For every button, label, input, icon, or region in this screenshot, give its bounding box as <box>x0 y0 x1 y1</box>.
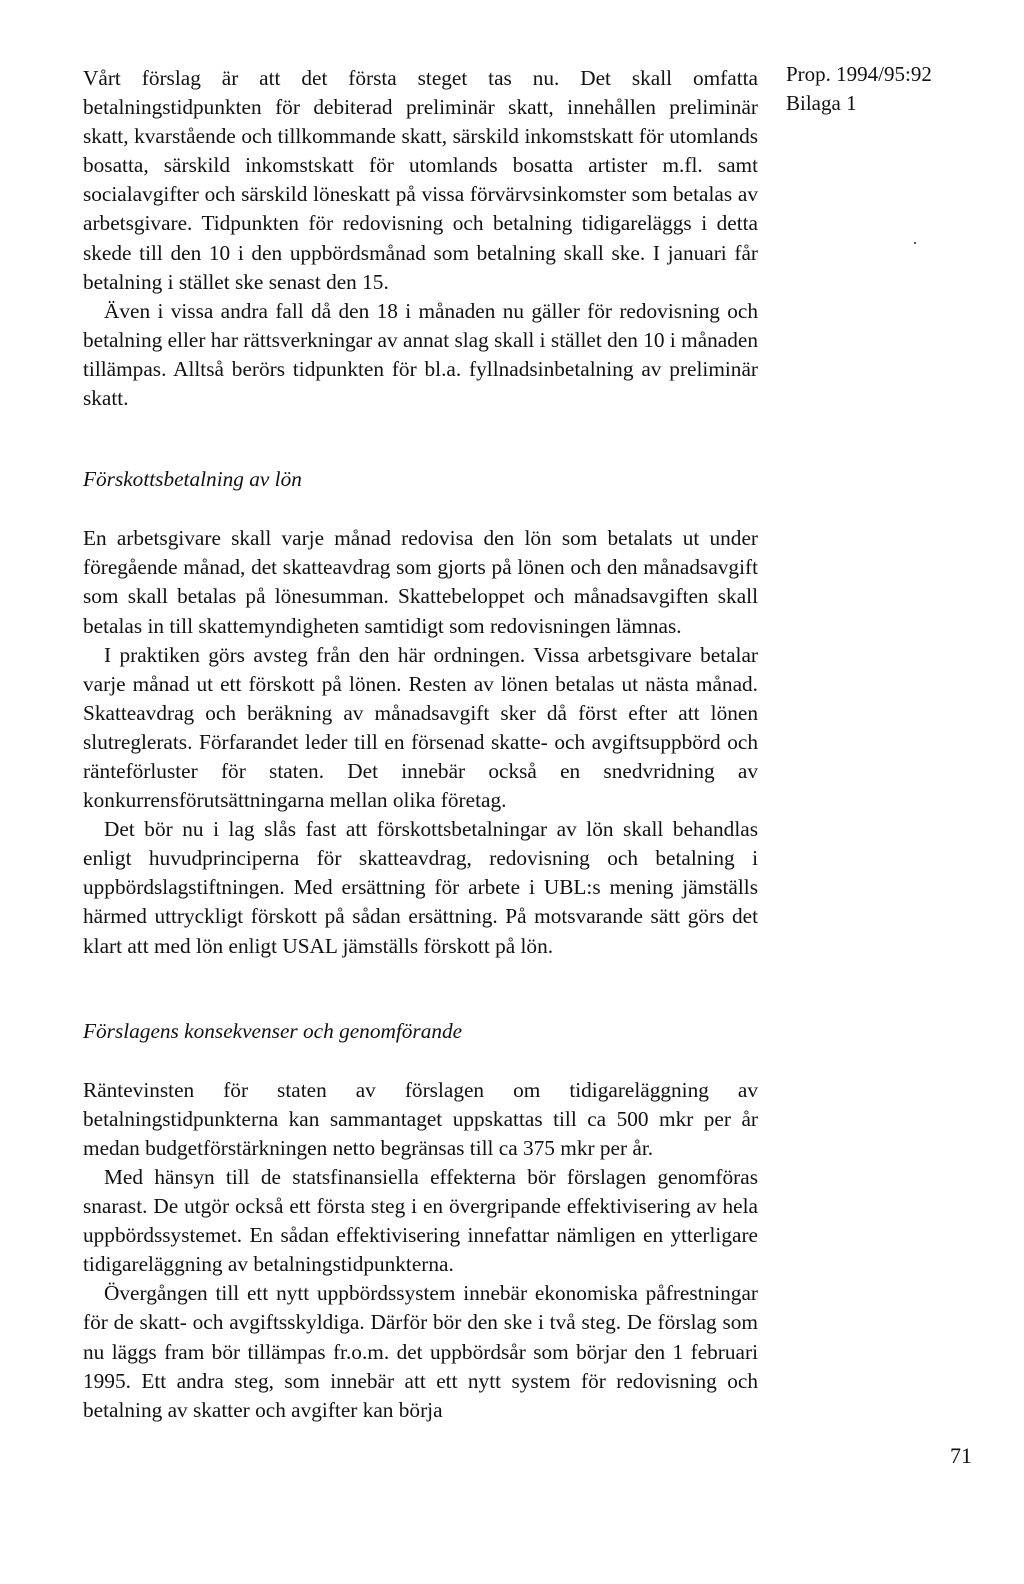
appendix-label: Bilaga 1 <box>786 91 857 115</box>
section-heading: Förskottsbetalning av lön <box>83 467 302 492</box>
paragraph: Räntevinsten för staten av förslagen om tidigareläggning av betalningstidpunkterna kan sammantaget uppskattas till ca 500 mkr per år medan budgetförstärkningen netto begränsas till ca 375 mkr per år. <box>83 1077 758 1160</box>
paragraph: Vårt förslag är att det första steget tas nu. Det skall omfatta betalningstidpunkten för debiterad preliminär skatt, innehållen preliminär skatt, kvarstående och tillkommande skatt, särskild inkomstskatt för utomlands bosatta, särskild inkomstskatt för utomlands bosatta artister m.fl. samt socialavgifter och särskild löneskatt på vissa förvärvsinkomster som betalas av arbetsgivare. Tidpunkten för redovisning och betalning tidigareläggs i detta skede till den 10 i den uppbördsmånad som betalning skall ske. I januari får betalning i stället ske senast den 15. <box>83 66 758 294</box>
paragraph: I praktiken görs avsteg från den här ordningen. Vissa arbetsgivare betalar varje månad ut ett förskott på lönen. Resten av lönen betalas ut nästa månad. Skatteavdrag och beräkning av månadsavgift sker då först efter att lönen slutreglerats. Förfarandet leder till en försenad skatte- och avgiftsuppbörd och ränteförluster för staten. Det innebär också en snedvridning av konkurrensförutsättningarna mellan olika företag. <box>83 642 758 813</box>
margin-reference <box>786 60 932 118</box>
paragraph: Övergången till ett nytt uppbördssystem innebär ekonomiska påfrestningar för de skatt- och avgiftsskyldiga. Därför bör den ske i två steg. De förslag som nu läggs fram bör tillämpas fr.o.m. det uppbördsår som börjar den 1 februari 1995. Ett andra steg, som innebär att ett nytt system för redovisning och betalning av skatter och avgifter kan börja <box>83 1281 758 1422</box>
scan-speck <box>914 242 916 244</box>
page-number: 71 <box>950 1443 972 1468</box>
paragraph: En arbetsgivare skall varje månad redovisa den lön som betalats ut under föregående månad, det skatteavdrag som gjorts på lönen och den månadsavgift som skall betalas på lönesumman. Skattebeloppet och månadsavgiften skall betalas in till skattemyndigheten samtidigt som redovisningen lämnas. <box>83 526 758 638</box>
paragraph: Med hänsyn till de statsfinansiella effekterna bör förslagen genomföras snarast. De utgör också ett första steg i en övergripande effektivisering av hela uppbördssystemet. En sådan effektivisering innefattar nämligen en ytterligare tidigareläggning av betalningstidpunkterna. <box>83 1165 758 1277</box>
section-heading: Förslagens konsekvenser och genomförande <box>83 1018 463 1043</box>
paragraph: Även i vissa andra fall då den 18 i månaden nu gäller för redovisning och betalning eller har rättsverkningar av annat slag skall i stället den 10 i månaden tillämpas. Alltså berörs tidpunkten för bl.a. fyllnadsinbetalning av preliminär skatt. <box>83 298 758 411</box>
body-text <box>83 64 758 1425</box>
paragraph: Det bör nu i lag slås fast att förskottsbetalningar av lön skall behandlas enligt huvudprinciperna för skatteavdrag, redovisning och betalning i uppbördslagstiftningen. Med ersättning för arbete i UBL:s mening jämställs härmed uttryckligt förskott på sådan ersättning. På motsvarande sätt görs det klart att med lön enligt USAL jämställs förskott på lön. <box>83 817 758 958</box>
proposition-number: Prop. 1994/95:92 <box>786 62 932 86</box>
